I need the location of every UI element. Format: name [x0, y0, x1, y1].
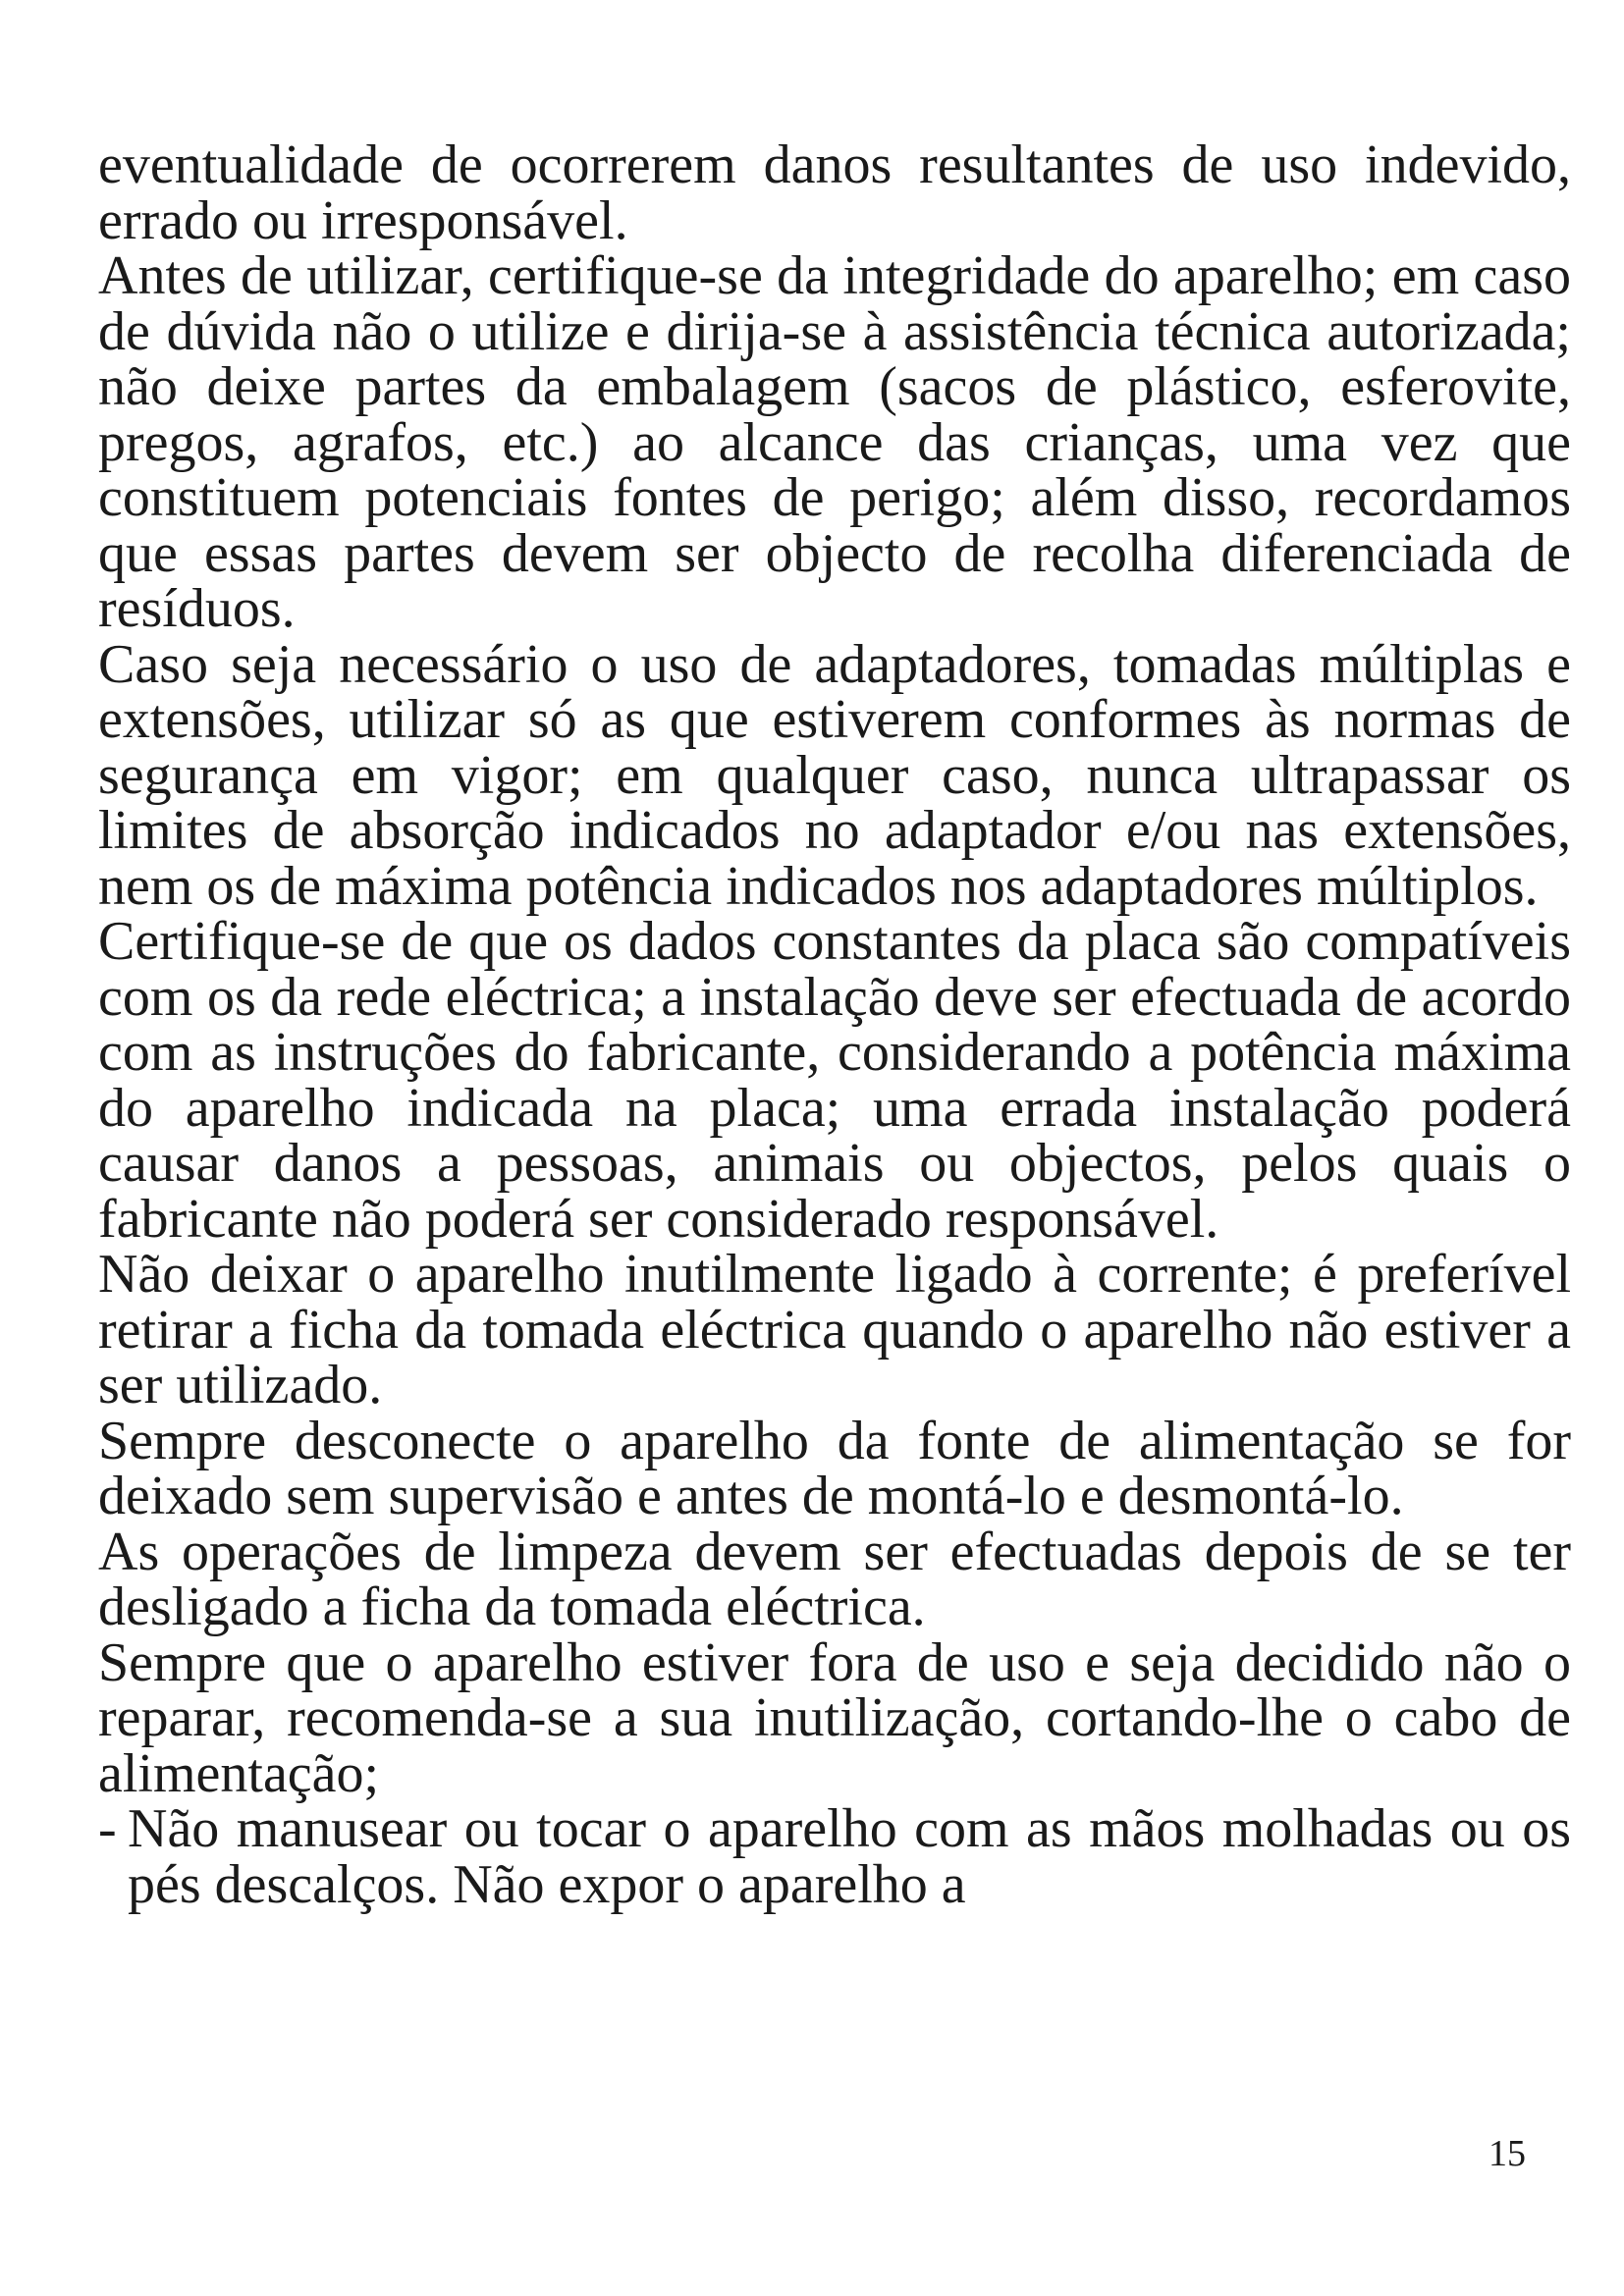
bullet-marker: - [98, 1798, 117, 1859]
paragraph-rating-plate: Certifique-se de que os dados constantes da placa são compatíveis com os da rede eléctrica; a instalação deve ser efectuada de acordo com as instruções do fabricante, considerando a potência máxima do aparelho indicada na placa; uma errada instalação poderá causar danos a pessoas, animais ou objectos, pelos quais o fabricante não poderá ser considerado responsável. [98, 911, 1571, 1250]
paragraph-check-integrity: Antes de utilizar, certifique-se da integridade do aparelho; em caso de dúvida não o utilize e dirija-se à assistência técnica autorizada; não deixe partes da embalagem (sacos de plástico, esferovite, pregos, agrafos, etc.) ao alcance das crianças, uma vez que constituem potenciais fontes de perigo; além disso, recordamos que essas partes devem ser objecto de recolha diferenciada de resíduos. [98, 245, 1571, 639]
paragraph-disconnect: Sempre desconecte o aparelho da fonte de alimentação se for deixado sem supervisão e antes de montá-lo e desmontá-lo. [98, 1410, 1571, 1526]
paragraph-disposal: Sempre que o aparelho estiver fora de uso e seja decidido não o reparar, recomenda-se a sua inutilização, cortando-lhe o cabo de alimentação; [98, 1631, 1571, 1804]
page-number: 15 [1489, 2133, 1526, 2174]
paragraph-unplug: Não deixar o aparelho inutilmente ligado à corrente; é preferível retirar a ficha da tomada eléctrica quando o aparelho não estiver a ser utilizado. [98, 1244, 1571, 1415]
paragraph-adapters: Caso seja necessário o uso de adaptadores, tomadas múltiplas e extensões, utilizar só as que estiverem conformes às normas de segurança em vigor; em qualquer caso, nunca ultrapassar os limites de absorção indicados no adaptador e/ou nas extensões, nem os de máxima potência indicados nos adaptadores múltiplos. [98, 633, 1571, 917]
paragraph-cleaning: As operações de limpeza devem ser efectuadas depois de se ter desligado a ficha da tomada eléctrica. [98, 1521, 1571, 1637]
body-text [98, 134, 1571, 1915]
bullet-text: Não manusear ou tocar o aparelho com as mãos molhadas ou os pés descalços. Não expor o aparelho a [128, 1798, 1571, 1915]
bullet-item-wet-hands [98, 1798, 1571, 1915]
paragraph-damage-liability: eventualidade de ocorrerem danos resultantes de uso indevido, errado ou irresponsável. [98, 134, 1571, 251]
